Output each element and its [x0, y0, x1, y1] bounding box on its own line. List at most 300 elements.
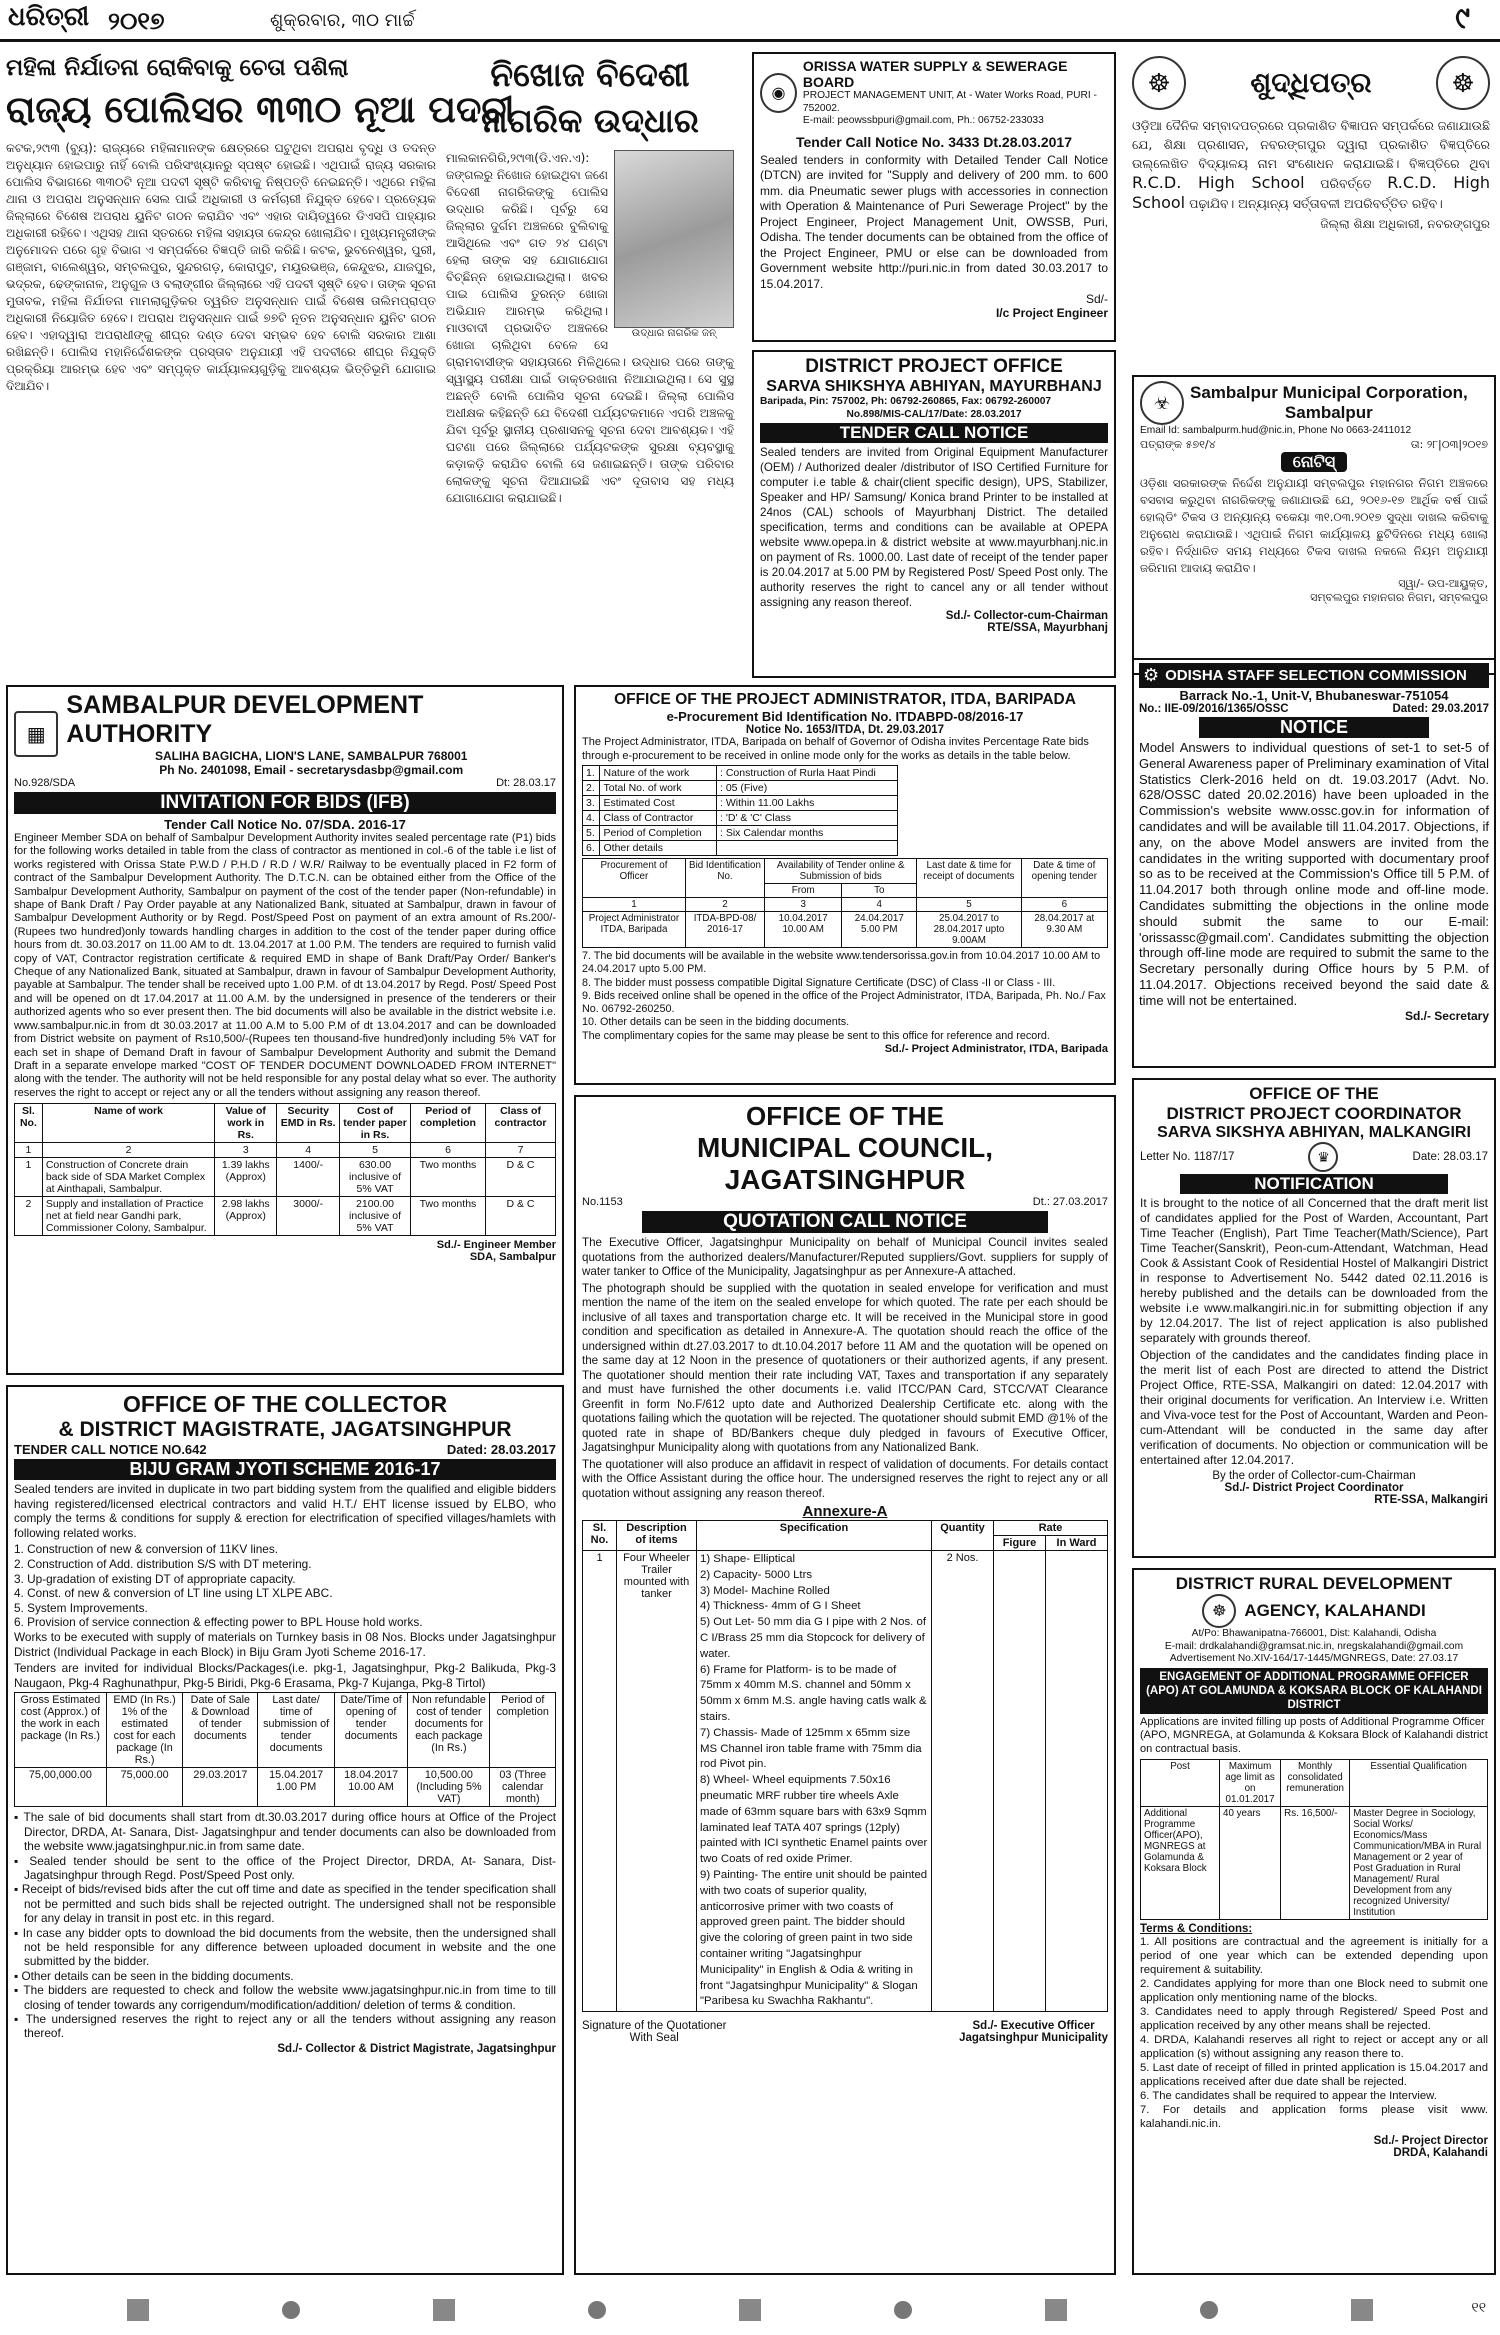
sda-title: SAMBALPUR DEVELOPMENT AUTHORITY: [66, 691, 424, 748]
ssa-mb-title-2: SARVA SHIKSHYA ABHIYAN, MAYURBHANJ: [766, 378, 1102, 395]
council-item-no: 1: [583, 1551, 617, 2012]
sda-col-header: Cost of tender paper in Rs.: [340, 1104, 411, 1143]
table-cell: D & C: [486, 1158, 556, 1197]
article-kicker: ମହିଳା ନିର୍ଯାତନା ରୋକିବାକୁ ଚେତା ପଶିଲା: [6, 55, 349, 81]
corrigendum-mid: ପରିବର୍ତ୍ତେ: [1320, 176, 1372, 191]
bullet-item: [14, 1969, 556, 1983]
council-annex: Annexure-A: [802, 1503, 888, 1520]
drda-adv: Advertisement No.XIV-164/17-1445/MGNREGS, Date: 27.03.17: [1169, 1653, 1459, 1664]
ssa-mb-no: No.898/MIS-CAL/17/Date: 28.03.2017: [846, 408, 1022, 420]
council-th-4: Rate: [994, 1521, 1108, 1536]
drda-col-header: Essential Qualification: [1350, 1760, 1488, 1807]
table-cell: 630.00 inclusive of 5% VAT: [340, 1158, 411, 1197]
owssb-org: ORISSA WATER SUPPLY & SEWERAGE BOARD: [802, 58, 1068, 90]
council-th-2: Specification: [697, 1521, 932, 1551]
detail-cell: : 05 (Five): [717, 781, 898, 796]
corrigendum-end: ପଢ଼ାଯିବ। ଅନ୍ୟାନ୍ୟ ସର୍ତ୍ତାବଳୀ ଅପରିବର୍ତ୍ତିତ ରହିବ।: [1189, 196, 1443, 211]
drda-title-2: AGENCY, KALAHANDI: [1244, 1601, 1426, 1620]
bullet-item: [14, 1926, 556, 1969]
odisha-emblem-icon: ☸: [1436, 56, 1490, 110]
table-cell: 03 (Three calendar month): [490, 1768, 556, 1807]
council-sig-left-1: Signature of the Quotationer: [582, 2020, 727, 2033]
sda-sub: Tender Call Notice No. 07/SDA. 2016-17: [164, 817, 406, 832]
coll-notice: TENDER CALL NOTICE NO.642: [14, 1442, 207, 1457]
coll-col-header: EMD (In Rs.) 1% of the estimated cost for each package (In Rs.): [106, 1693, 183, 1768]
table-row: [583, 766, 898, 781]
smc-sign-2: ସମ୍ବଲପୁର ମହାନଗର ନିଗମ, ସମ୍ବଲପୁର: [1310, 590, 1488, 604]
detail-cell: Class of Contractor: [600, 811, 717, 826]
ossc-dated: Dated: 29.03.2017: [1392, 703, 1489, 715]
detail-cell: : Construction of Rurla Haat Pindi: [717, 766, 898, 781]
itda-note: 10. Other details can be seen in the bidding documents.: [582, 1016, 850, 1029]
table-cell: Construction of Concrete drain back side of SDA Market Complex at Ainthapali, Sambalpur.: [42, 1158, 214, 1197]
drda-sign-1: Sd./- Project Director: [1373, 2135, 1488, 2147]
owssb-sign-2: I/c Project Engineer: [995, 306, 1108, 320]
work-item: 3. Up-gradation of existing DT of appropriate capacity.: [14, 1571, 296, 1586]
ad-ssa-malkangiri: [1132, 1078, 1496, 1558]
itda-note: 8. The bidder must possess compatible Digital Signature Certificate (DSC) of Class -II or Class - III.: [582, 976, 1056, 989]
ad-sambalpur-dev-authority: [6, 685, 564, 1375]
smc-date: ତା: ୨୮|୦୩|୨୦୧୭: [1410, 437, 1488, 451]
itda-th-2: Availability of Tender online & Submission of bids: [765, 859, 917, 884]
drda-address: At/Po: Bhawanipatna-766001, Dist: Kalahandi, Odisha: [1191, 1628, 1437, 1639]
itda-col-number: 4: [842, 898, 917, 912]
itda-note: 7. The bid documents will be available in the website www.tendersorissa.gov.in from 10.04.2017 10.00 AM to 24.04.2017 upto 5.00 PM.: [582, 950, 1101, 976]
coll-bar: BIJU GRAM JYOTI SCHEME 2016-17: [14, 1459, 556, 1480]
bullet-item: [14, 1983, 556, 2012]
itda-intro: The Project Administrator, ITDA, Baripada on behalf of Governor of Odisha invites Percentage Rate bids through e-procurement to be received in online mode only for the works as details in the table below.: [582, 736, 1089, 762]
issue-date: ଶୁକ୍ରବାର, ୩୦ ମାର୍ଚ୍ଚ: [270, 10, 415, 31]
itda-col-number: 2: [685, 898, 764, 912]
sda-sign-1: Sd./- Engineer Member: [436, 1239, 556, 1252]
itda-th-1: Bid Identification No.: [685, 859, 764, 898]
council-item-desc: Four Wheeler Trailer mounted with tanker: [617, 1551, 697, 2012]
bullet-text: The sale of bid documents shall start from dt.30.03.2017 during office hours at Office of the Project Director, DRDA, At- Sanara, Dist- Jagatsinghpur and tender documents can also be downloaded from the website www.jagatsinghpur.nic.in from same date.: [23, 1810, 556, 1854]
owssb-unit: PROJECT MANAGEMENT UNIT, At - Water Works Road, PURI - 752002.: [802, 90, 1097, 114]
news-photo: [614, 150, 734, 328]
table-cell: 24.04.2017 5.00 PM: [842, 912, 917, 948]
corrigendum-sign: ଜିଲ୍ଲା ଶିକ୍ଷା ଅଧିକାରୀ, ନବରଙ୍ଗପୁର: [1320, 217, 1490, 231]
photo-caption: ଉଦ୍ଧାର ନାଗରିକ ଜନ୍: [631, 328, 717, 339]
council-dt: Dt.: 27.03.2017: [1032, 1196, 1108, 1208]
coll-col-header: Gross Estimated cost (Approx.) of the work in each package (In Rs.): [15, 1693, 107, 1768]
ssa-mk-p2: Objection of the candidates and the candidates finding place in the merit list of each Post are directed to attend the District Project Office, RTE-SSA, Malkangiri on dated: 12.04.2017 with their original documents for verification. An Interview i.e. Written and Viva-voce test for the Post of Accountant, Warden and Peon-cum-Attendant will be conducted in the same day after verification of documents. No objection or communication will be entertained after 12.04.2017.: [1140, 1348, 1488, 1467]
council-quantity: 2 Nos.: [932, 1551, 994, 2012]
article2-headline-2: ନାଗରିକ ଉଦ୍ଧାର: [481, 101, 699, 140]
ad-jagatsinghpur-council: [574, 1095, 1116, 2275]
bullet-text: The bidders are requested to check and follow the website www.jagatsinghpur.nic.in from time to till closing of tender towards any corrigendum/modification/addition/ deletion of terms & condition.: [23, 1983, 556, 2012]
drda-title-1: DISTRICT RURAL DEVELOPMENT: [1175, 1574, 1453, 1593]
itda-th-3: From: [765, 884, 842, 898]
work-item: 1. Construction of new & conversion of 11KV lines.: [14, 1542, 279, 1557]
reg-mark-dot-icon: [1200, 2301, 1218, 2319]
table-cell: 25.04.2017 to 28.04.2017 upto 9.00AM: [917, 912, 1021, 948]
sda-col-number: 3: [215, 1143, 277, 1158]
spec-line: 2) Capacity- 5000 Ltrs: [700, 1568, 813, 1581]
owssb-logo-icon: ◉: [760, 73, 797, 113]
itda-col-number: 5: [917, 898, 1021, 912]
sda-col-header: Class of contractor: [486, 1104, 556, 1143]
sda-col-header: Value of work in Rs.: [215, 1104, 277, 1143]
ad-sambalpur-municipal: [1132, 375, 1496, 675]
itda-details: [582, 765, 898, 856]
table-cell: 75,00,000.00: [15, 1768, 107, 1807]
spec-line: 9) Painting- The entire unit should be painted with two coats of superior quality, anticorrosive primer with two coasts of approved green paint. The bidder should give the coloring of green paint in two side container writing "Jagatsinghpur Municipality" in English & Odia & writing in front "Jagatsinghpur Municipality" & Slogan "Paribesa ku Swachha Rakhantu".: [700, 1868, 928, 2008]
newspaper-logo: ଧରିତ୍ରୀ: [8, 2, 90, 32]
term-item: 4. DRDA, Kalahandi reserves all right to reject or accept any or all application (s) without assigning any reason there to.: [1140, 2034, 1488, 2060]
detail-cell: Nature of the work: [600, 766, 717, 781]
coll-p2: Works to be executed with supply of materials on Turnkey basis in 08 Nos. Blocks under Jagatsinghpur District (Individual Package in each Block) in Biju Gram Jyoti Scheme 2016-17.: [14, 1629, 556, 1659]
detail-cell: Period of Completion: [600, 826, 717, 841]
bullet-icon: ▪: [14, 1983, 24, 1998]
sda-phone: Ph No. 2401098, Email - secretarysdasbp@gmail.com: [159, 763, 464, 777]
drda-table: [1140, 1759, 1488, 1920]
detail-cell: 1.: [583, 766, 600, 781]
itda-th-4: To: [842, 884, 917, 898]
work-item: 4. Const. of new & conversion of LT line using LT XLPE ABC.: [14, 1586, 333, 1601]
smc-title-1: Sambalpur Municipal Corporation,: [1190, 383, 1468, 402]
table-cell: 1400/-: [277, 1158, 340, 1197]
table-row: [583, 781, 898, 796]
work-item: 6. Provision of service connection & effecting power to BPL House hold works.: [14, 1615, 423, 1630]
work-item: 5. System Improvements.: [14, 1600, 148, 1615]
reg-mark-dot-icon: [894, 2301, 912, 2319]
bullet-icon: ▪: [14, 1925, 23, 1940]
term-item: 3. Candidates need to apply through Registered/ Speed Post and application received by any other means shall be rejected.: [1140, 2006, 1488, 2032]
table-cell: 2100.00 inclusive of 5% VAT: [340, 1197, 411, 1236]
ad-ossc-notice: [1132, 658, 1496, 1068]
ssa-mk-letter: Letter No. 1187/17: [1140, 1151, 1235, 1163]
table-cell: 18.04.2017 10.00 AM: [334, 1768, 407, 1807]
ad-owssb-tender: [752, 52, 1116, 342]
table-cell: Additional Programme Officer(APO), MGNREGS at Golamunda & Koksara Block: [1141, 1807, 1220, 1920]
itda-sign: Sd./- Project Administrator, ITDA, Baripada: [884, 1043, 1108, 1056]
coll-col-header: Date/Time of opening of tender documents: [334, 1693, 407, 1768]
table-cell: 10.04.2017 10.00 AM: [765, 912, 842, 948]
drda-col-header: Maximum age limit as on 01.01.2017: [1220, 1760, 1281, 1807]
itda-th-5: Last date & time for receipt of documents: [917, 859, 1021, 898]
spec-line: 5) Out Let- 50 mm dia G I pipe with 2 Nos. of C I/Brass 25 mm dia Stopcock for delivery of water.: [700, 1616, 927, 1660]
spec-line: 4) Thickness- 4mm of G I Sheet: [700, 1600, 861, 1613]
table-row: [583, 796, 898, 811]
ssa-mk-date: Date: 28.03.17: [1412, 1151, 1488, 1163]
itda-title: OFFICE OF THE PROJECT ADMINISTRATOR, ITDA, BARIPADA: [614, 691, 1076, 708]
ossc-address: Barrack No.-1, Unit-V, Bhubaneswar-751054: [1179, 688, 1449, 703]
council-specification: [697, 1551, 932, 2012]
detail-cell: [717, 841, 898, 856]
owssb-notice-no: Tender Call Notice No. 3433 Dt.28.03.2017: [796, 133, 1072, 150]
council-bar: QUOTATION CALL NOTICE: [642, 1211, 1048, 1233]
detail-cell: 2.: [583, 781, 600, 796]
bullet-icon: ▪: [14, 1882, 22, 1897]
bullet-icon: ▪: [14, 1810, 24, 1825]
bullet-icon: ▪: [14, 1853, 30, 1868]
reg-mark-square-icon: [739, 2299, 761, 2321]
coll-sign: Sd./- Collector & District Magistrate, Jagatsinghpur: [277, 2042, 556, 2055]
term-item: 6. The candidates shall be required to appear the Interview.: [1140, 2090, 1437, 2102]
ssa-mb-title-1: DISTRICT PROJECT OFFICE: [805, 356, 1063, 377]
table-cell: 15.04.2017 1.00 PM: [258, 1768, 335, 1807]
council-th-6: In Ward: [1046, 1536, 1108, 1551]
sda-bar: INVITATION FOR BIDS (IFB): [14, 792, 556, 814]
table-cell: 29.03.2017: [183, 1768, 258, 1807]
sda-col-header: Period of completion: [410, 1104, 485, 1143]
sda-address: SALIHA BAGICHA, LION'S LANE, SAMBALPUR 768001: [154, 749, 468, 763]
ossc-logo-icon: ⚙: [1143, 665, 1160, 685]
reg-mark-square-icon: [127, 2299, 149, 2321]
council-th-3: Quantity: [932, 1521, 994, 1551]
itda-note: The complimentary copies for the same may please be sent to this office for reference and record.: [582, 1029, 1050, 1042]
itda-sub: e-Procurement Bid Identification No. ITDABPD-08/2016-17: [666, 709, 1024, 724]
table-cell: Two months: [410, 1158, 485, 1197]
sda-dt: Dt: 28.03.17: [496, 777, 556, 789]
drda-col-header: Post: [1141, 1760, 1220, 1807]
coll-title-2: & DISTRICT MAGISTRATE, JAGATSINGHPUR: [58, 1418, 512, 1441]
sda-col-header: Sl. No.: [15, 1104, 43, 1143]
ssa-mk-title-3: SARVA SIKSHYA ABHIYAN, MALKANGIRI: [1157, 1124, 1471, 1141]
ssa-mb-sign-1: Sd./- Collector-cum-Chairman: [945, 610, 1108, 622]
table-row: [583, 811, 898, 826]
ssa-mk-sign-1: By the order of Collector-cum-Chairman: [1212, 1470, 1416, 1482]
corrigendum-school-1: R.C.D. High School: [1132, 173, 1305, 192]
detail-cell: 6.: [583, 841, 600, 856]
masthead: [0, 0, 1500, 42]
itda-col-number: 1: [583, 898, 686, 912]
sda-body: Engineer Member SDA on behalf of Sambalpur Development Authority invites sealed percentage rate (P1) bids for the following works detailed in table from the class of contractor as mentioned in col.-6 of the table i.e list of works registered with Orissa State P.W.D / P.H.D / R.D / W.R/ Railway to be eventually placed in F2 form of contract of the Sambalpur Development Authority. The D.T.C.N. can be obtained either from the Office of the Sambalpur Development Authority, Sambalpur on payment of the cost of the tender paper (Non-refundable) in shape of Bank Draft / Pay Order payable at any Nationalized Bank, situated at Sambalpur, drawn in favour of Sambalpur Development Authority or by Regd. Post/Speed Post on payment of an extra amount of Rs.200/- (Rupees two hundred)only towards handling charges in addition to the cost of the tender paper during office hours from dt. 30.03.2017 on 11.00 AM to dt. 13.04.2017 at 1.00 P.M. The tenders are required to furnish valid copy of VAT, Contractor registration certificate & required EMD in shape of Bank Draft/Pay Order/ Banker's Cheque of any Nationalized Bank, situated at Sambalpur, drawn in favour of Sambalpur Development Authority, payable at Sambalpur. The tender shall be received upto 1.00 P.M. of dt 13.04.2017 by Regd. Post/ Speed Post and will be opened on dt 17.04.2017 at 11.00 A.M. by the undersigned in presence of the tenderers or their authorized agents who so ever present then. The bid documents will also be available in the district website i.e. www.sambalpur.nic.in from dt 30.03.2017 at 11.00 A.M to 5.00 P.M of dt 13.04.2017 and can be downloaded from District website on payment of Rs10,500/-(Rupees ten thousand-five hundred)only including 5% VAT for each set in shape of Demand Draft in favour of Sambalpur Development Authority and submit the Demand Draft in a separate envelope marked "COST OF TENDER DOCUMENT DOWNLOADED FROM INTERNET" along with the tender. The authority will not be held responsible for any postal delay what so ever. The authority reserves the right to accept or reject any or all the tenders without assigning any reason thereof.: [14, 832, 557, 1099]
term-item: 7. For details and application forms please visit www. kalahandi.nic.in.: [1140, 2104, 1488, 2130]
itda-th-6: Date & time of opening tender: [1021, 859, 1107, 898]
ssa-mk-title-2: DISTRICT PROJECT COORDINATOR: [1166, 1104, 1462, 1123]
ssa-mk-sign-3: RTE-SSA, Malkangiri: [1374, 1494, 1488, 1506]
reg-mark-dot-icon: [588, 2301, 606, 2319]
ad-itda-baripada: [574, 685, 1116, 1085]
coll-col-header: Non refundable cost of tender documents for each package (In Rs.): [408, 1693, 490, 1768]
smc-logo-icon: ☣: [1140, 381, 1184, 425]
article2-headline-1: ନିଖୋଜ ବିଦେଶୀ: [490, 55, 690, 94]
owssb-sign-1: Sd/-: [1085, 292, 1108, 306]
ssa-logo-icon: ♛: [1308, 1142, 1338, 1172]
table-cell: 1: [15, 1158, 43, 1197]
ssa-mb-body: Sealed tenders are invited from Original Equipment Manufacturer (OEM) / Authorized dealer /distributor of ISO Certified Furniture for computer i.e table & chair(client specific design), UPS, Stabilizer, Speaker and HP/ Samsung/ Konica brand Printer to be installed at 24nos (CAL) schools of Mayurbhanj District. The detailed specification, terms and conditions can be available at OPEPA website www.opepa.in & district website at www.mayurbhanj.nic.in on payment of Rs. 1000.00. Last date of receipt of the tender paper is 20.04.2017 at 5.00 PM by Registered Post/ Speed Post only. The authority reserves the right to cancel any or all tender without assigning any reason thereof.: [760, 446, 1108, 609]
detail-cell: Total No. of work: [600, 781, 717, 796]
itda-th-0: Procurement of Officer: [583, 859, 686, 898]
reg-mark-square-icon: [1351, 2299, 1373, 2321]
bullet-item: [14, 1854, 556, 1883]
table-cell: 28.04.2017 at 9.30 AM: [1021, 912, 1107, 948]
owssb-email: E-mail: peowssbpuri@gmail.com, Ph.: 06752-233033: [802, 115, 1044, 126]
bullet-item: [14, 1810, 556, 1853]
bullet-item: [14, 2012, 556, 2041]
itda-col-number: 6: [1021, 898, 1107, 912]
smc-title-2: Sambalpur: [1284, 403, 1373, 422]
sda-col-number: 4: [277, 1143, 340, 1158]
ssa-mk-bar: NOTIFICATION: [1180, 1174, 1448, 1194]
council-no: No.1153: [582, 1196, 623, 1208]
coll-col-header: Date of Sale & Download of tender documents: [183, 1693, 258, 1768]
news-article-police: [6, 52, 515, 677]
itda-note: 9. Bids received online shall be opened in the office of the Project Administrator, ITDA, Baripada, Ph. No./ Fax No. 06792-260250.: [582, 989, 1106, 1016]
drda-terms-title: Terms & Conditions:: [1140, 1923, 1253, 1935]
spec-line: 7) Chassis- Made of 125mm x 65mm size MS Channel iron table frame with 75mm dia rod Pivot pin.: [700, 1726, 922, 1771]
sda-sign-2: SDA, Sambalpur: [469, 1251, 556, 1264]
council-p2: The photograph should be supplied with the quotation in sealed envelope for verification and must mention the name of the item on the sealed envelope for which quoted. The rate per each should be inclusive of all taxes and transportation charge etc. It will be received in the Municipal store in good condition and specification as detailed in Annexure-A. The quotation should reach the office of the undersigned within dt.27.03.2017 to dt.10.04.2017 before 11 AM and the quotation will be opened on the same day at 12 Noon in the presence of quotationers or their authorized agents, if any present. The quotationer should mention their rate including VAT, Taxes and transportation if any separately and must have furnished the other documents i.e. valid ITCC/PAN Card, STCC/VAT Clearance Greenfit in form No.F/612 upto date and Authorized Dealership Certificate etc. along with the quotations failing which the quotation will be rejected. The quotationer should submit EMD @1% of the quoted rate in shape of BD/Bankers cheque duly pledged in favours of Executive Officer, Jagatsinghpur Municipality along with quotations from any Nationalized Bank.: [582, 1281, 1108, 1454]
table-cell: Supply and installation of Practice net at field near Gandhi park, Commissioner Colony, Sambalpur.: [42, 1197, 214, 1236]
reg-mark-dot-icon: [282, 2301, 300, 2319]
work-item: 2. Construction of Add. distribution S/S with DT metering.: [14, 1556, 312, 1571]
spec-line: 3) Model- Machine Rolled: [700, 1584, 830, 1597]
news-article-foreigner: [446, 52, 734, 677]
smc-body: ଓଡ଼ିଶା ସରକାରଙ୍କ ନିର୍ଦ୍ଦେଶ ଅନୁଯାୟୀ ସମ୍ବଲପୁର ମହାନଗର ନିଗମ ଅଞ୍ଚଳରେ ବସବାସ କରୁଥିବା ନାଗରିକଙ୍କୁ ଜଣାଯାଉଛି ଯେ, ୨୦୧୬-୧୭ ଆର୍ଥିକ ବର୍ଷ ପାଇଁ ହୋଲ୍ଡିଂ ଟିକସ ଓ ଅନ୍ୟାନ୍ୟ ବକେୟା ୩୧.୦୩.୨୦୧୭ ସୁଦ୍ଧା ଦାଖଲ କରିବାକୁ ଅନୁରୋଧ କରାଯାଉଛି। ଏଥିପାଇଁ ନିଗମ କାର୍ଯ୍ୟାଳୟ ଛୁଟିଦିନରେ ମଧ୍ୟ ଖୋଲା ରହିବ। ନିର୍ଦ୍ଧାରିତ ସମୟ ମଧ୍ୟରେ ଟିକସ ଦାଖଲ ନକଲେ ନିୟମ ଅନୁଯାୟୀ ଜରିମାନା ଆଦାୟ କରାଯିବ।: [1140, 475, 1488, 575]
smc-ref: ପତ୍ରାଙ୍କ ୫୭୧/୪: [1140, 437, 1216, 451]
bullet-text: The undersigned reserves the right to reject any or all the tenders without assigning any reason thereof.: [24, 2012, 556, 2041]
coll-title-1: OFFICE OF THE COLLECTOR: [122, 1391, 448, 1417]
coll-p3: Tenders are invited for individual Blocks/Packages(i.e. pkg-1, Jagatsinghpur, Pkg-2 Balikuda, Pkg-3 Naugaon, Pkg-4 Raghunathpur, Pkg-5 Biridi, Pkg-6 Erasama, Pkg-7 Kujanga, Pkg-8 Tirtol): [14, 1661, 556, 1690]
footer-registration-marks: [0, 2290, 1500, 2330]
drda-bar: ENGAGEMENT OF ADDITIONAL PROGRAMME OFFICER (APO) AT GOLAMUNDA & KOKSARA BLOCK OF KALAHANDI DISTRICT: [1140, 1668, 1488, 1714]
ssa-mb-bar: TENDER CALL NOTICE: [760, 423, 1108, 443]
ssa-mb-address: Baripada, Pin: 757002, Ph: 06792-260865, Fax: 06792-260007: [760, 396, 1052, 407]
table-cell: 2: [15, 1197, 43, 1236]
coll-col-header: Period of completion: [490, 1693, 556, 1768]
table-cell: 40 years: [1220, 1807, 1281, 1920]
council-p3: The quotationer will also produce an affidavit in respect of validation of documents. For details contact with the Office Assistant during the office hour. The undersigned reserves the right to reject any or all quotation without assigning any reason thereof.: [582, 1457, 1108, 1500]
ssa-mk-sign-2: Sd./- District Project Coordinator: [1224, 1482, 1404, 1494]
owssb-body: Sealed tenders in conformity with Detailed Tender Call Notice (DTCN) are invited for "Supply and delivery of 200 mm. to 600 mm. dia Pneumatic sewer plugs with accessories in connection with Operation & Maintenance of Puri Sewerage Project" by the Project Engineer, Project Management Unit, OWSSB, Puri, Odisha. The tender documents can be obtained from the office of the Project Engineer, PMU or else can be downloaded from Government website http://puri.nic.in from dated 30.03.2017 to 15.04.2017.: [760, 152, 1108, 291]
detail-cell: Other details: [600, 841, 717, 856]
ossc-no: No.: IIE-09/2016/1365/OSSC: [1139, 703, 1289, 715]
ossc-body: Model Answers to individual questions of set-1 to set-5 of General Awareness paper of Preliminary examination of Vital Statistics Clerk-2016 held on dt. 19.03.2017 (Advt. No. 628/OSSC dated 20.02.2016) have been uploaded in the Commission's website www.ossc.gov.in for information of candidates and will be available till 11.04.2017. Objections, if any, on the above Model answers are invited from the candidates in the writing supported with documentary proof so as to be received at the Commission's Office till 5 P.M. of 11.04.2017 both through online mode and off-line mode. Candidates submitting the objections in the online mode should submit the same to our E-mail: 'orissassc@gmail.com'. Candidates submitting the objection through off-line mode are required to submit the same to the Secretary personally during Office hours by 5 P.M. of 11.04.2017. Objections received beyond the said date & time will not be entertained.: [1139, 740, 1489, 1008]
council-sig-right-2: Jagatsinghpur Municipality: [959, 2032, 1108, 2045]
table-cell: 3000/-: [277, 1197, 340, 1236]
council-title-2: MUNICIPAL COUNCIL, JAGATSINGHPUR: [696, 1132, 994, 1195]
ad-jagatsinghpur-collector: [6, 1385, 564, 2275]
council-annex-table: [582, 1520, 1108, 2012]
table-row: [15, 1197, 556, 1236]
spec-line: 8) Wheel- Wheel equipments 7.50x16 pneumatic MRF rubber tire wheels Axle made of 63mm square bars with 63x9 Sqmm laminated leaf TATA 407 springs (12ply) painted with ICI synthetic Enamel paints over two Coats of red oxide Primer.: [700, 1774, 928, 1866]
term-item: 2. Candidates applying for more than one Block need to submit one application only mentioning name of the blocks.: [1140, 1978, 1488, 2004]
itda-schedule: [582, 858, 1108, 948]
itda-col-number: 3: [765, 898, 842, 912]
article2-body: ମାଲକାନଗିରି,୨୯ା୩(ଡି.ଏନ.ଏ): ଜଙ୍ଗଲରୁ ନିଖୋଜ ହୋଇଥିବା ଜଣେ ବିଦେଶୀ ନାଗରିକଙ୍କୁ ପୋଲିସ ଉଦ୍ଧାର କରିଛି। ପୂର୍ବରୁ ସେ ଜିଲ୍ଲାର ଦୁର୍ଗମ ଅଞ୍ଚଳରେ ବୁଲିବାକୁ ଆସିଥିଲେ ଏବଂ ଗତ ୨୪ ଘଣ୍ଟା ହେଲା ତାଙ୍କ ସହ ଯୋଗାଯୋଗ ବିଚ୍ଛିନ୍ନ ହୋଇଯାଇଥିଲା। ଖବର ପାଇ ପୋଲିସ ତୁରନ୍ତ ଖୋଜା ଅଭିଯାନ ଆରମ୍ଭ କରିଥିଲା। ମାଓବାଦୀ ପ୍ରଭାବିତ ଅଞ୍ଚଳରେ ଖୋଜା ଚାଲିଥିବା ବେଳେ ସେ ଗ୍ରାମବାସୀଙ୍କ ସହାୟତାରେ ମିଳିଥିଲେ। ଉଦ୍ଧାର ପରେ ତାଙ୍କୁ ସ୍ୱାସ୍ଥ୍ୟ ପରୀକ୍ଷା ପାଇଁ ଡାକ୍ତରଖାନା ନିଆଯାଇଥିଲା। ସେ ସୁସ୍ଥ ଅଛନ୍ତି ବୋଲି ପୋଲିସ ସୂଚନା ଦେଇଛି। ଜିଲ୍ଲା ପୋଲିସ ଅଧୀକ୍ଷକ କହିଛନ୍ତି ଯେ ବିଦେଶୀ ପର୍ଯ୍ୟଟକମାନେ ଏପରି ଅଞ୍ଚଳକୁ ଯିବା ପୂର୍ବରୁ ସ୍ଥାନୀୟ ପ୍ରଶାସନକୁ ସୂଚନା ଦେବା ଆବଶ୍ୟକ। ଏହି ଘଟଣା ପରେ ଜିଲ୍ଲାରେ ପର୍ଯ୍ୟଟକଙ୍କ ସୁରକ୍ଷା ବ୍ୟବସ୍ଥାକୁ କଡ଼ାକଡ଼ି କରାଯିବ ବୋଲି ସେ ଜଣାଇଛନ୍ତି। ତାଙ୍କ ପରିବାର ଲୋକଙ୍କୁ ସୂଚନା ଦିଆଯାଇଛି ଏବଂ ଦୂତାବାସ ସହ ମଧ୍ୟ ଯୋଗାଯୋଗ କରାଯାଇଛି।: [446, 151, 734, 505]
ossc-sign: Sd./- Secretary: [1404, 1008, 1489, 1023]
table-row: [583, 841, 898, 856]
council-sig-left-2: With Seal: [629, 2032, 679, 2045]
sda-col-number: 5: [340, 1143, 411, 1158]
spec-line: 6) Frame for Platform- is to be made of 75mm x 40mm M.S. channel and 50mm x 50mm x 6mm M.S. angle having catls walk & stairs.: [700, 1663, 927, 1723]
ssa-mk-p1: It is brought to the notice of all Concerned that the draft merit list of candidates applied for the Post of Warden, Accountant, Part Time Teacher (English), Part Time Teacher(Math/Science), Part Time Teacher(Sanskrit), Peon-cum-Attendant, Watchman, Head Cook & Assistant Cook of Residential Hostel of Malkangiri District in response to Advertisement No. 5442 dated 02.11.2016 is hereby published and the details can be downloaded from the website i.e www.malkangiri.nic.in for submitting objection if any by 12.04.2017. The list of reject application is also published separately with grounds thereof.: [1140, 1196, 1488, 1345]
ad-corrigendum: [1126, 52, 1496, 362]
detail-cell: 4.: [583, 811, 600, 826]
smc-notice-badge: ନୋଟିସ୍: [1281, 452, 1347, 472]
council-th-1: Description of items: [617, 1521, 697, 1551]
table-cell: ITDA-BPD-08/ 2016-17: [685, 912, 764, 948]
drda-intro: Applications are invited filling up posts of Additional Programme Officer (APO, MGNREGA, at Golamunda & Koksara Block of Kalahandi district on contractual basis.: [1140, 1715, 1488, 1755]
table-cell: 75,000.00: [106, 1768, 183, 1807]
ad-drda-kalahandi: [1132, 1568, 1496, 2275]
corrigendum-title: ଶୁଦ୍ଧିପତ୍ର: [1250, 66, 1372, 99]
table-cell: 1.39 lakhs (Approx): [215, 1158, 277, 1197]
drda-logo-icon: ☸: [1202, 1594, 1236, 1628]
sda-no: No.928/SDA: [14, 777, 76, 789]
sda-col-header: Name of work: [42, 1104, 214, 1143]
bullet-icon: ▪: [14, 1968, 22, 1983]
govt-emblem-icon: ☸: [1132, 56, 1186, 110]
article-body: କଟକ,୨୯ା୩ (ବ୍ୟୁ): ରାଜ୍ୟରେ ମହିଳାମାନଙ୍କ କ୍ଷେତ୍ରରେ ଘଟୁଥିବା ଅପରାଧ ବୃଦ୍ଧି ଓ ତଦନ୍ତ ଅନୁଧ୍ୟାନ ହୋଇପାରୁ ନାହିଁ ବୋଲି ପରିସଂଖ୍ୟାନରୁ ସ୍ପଷ୍ଟ ହୋଇଛି। ଏଥିପାଇଁ ରାଜ୍ୟ ସରକାର ପୋଲିସ ବିଭାଗରେ ୩୩୦ଟି ନୂଆ ପଦବୀ ସୃଷ୍ଟି କରିବାକୁ ନିଷ୍ପତ୍ତି ନେଇଛନ୍ତି। ଏଥିରେ ମହିଳା ଥାନା ଓ ଅପରାଧ ଅନୁସନ୍ଧାନ ସେଲ ପାଇଁ ଅଧିକାରୀ ଓ କର୍ମଚାରୀ ନିଯୁକ୍ତ ହେବେ। ପ୍ରତ୍ୟେକ ଜିଲ୍ଲାରେ ବିଶେଷ ଅପରାଧ ୟୁନିଟ ଗଠନ କରାଯିବ ଏବଂ ଏହାର ଦାୟିତ୍ୱରେ ଡିଏସପି ପାହ୍ୟାର ଅଧିକାରୀ ରହିବେ। ଏଥିସହ ଥାନା ସ୍ତରରେ ମହିଳା ସହାୟତା କେନ୍ଦ୍ର ଖୋଲାଯିବ। ମୁଖ୍ୟମନ୍ତ୍ରୀଙ୍କ ଅନୁମୋଦନ ପରେ ଗୃହ ବିଭାଗ ଏ ସମ୍ପର୍କରେ ବିଜ୍ଞପ୍ତି ଜାରି କରିଛି। କଟକ, ଭୁବନେଶ୍ୱର, ପୁରୀ, ଗଞ୍ଜାମ, ବାଲେଶ୍ୱର, ସମ୍ବଲପୁର, ସୁନ୍ଦରଗଡ଼, କୋରାପୁଟ, ମୟୂରଭଞ୍ଜ, କେନ୍ଦୁଝର, ଯାଜପୁର, ଭଦ୍ରକ, ଢେଙ୍କାନାଳ, ଅନୁଗୁଳ ଓ ବଲାଙ୍ଗୀର ଜିଲ୍ଲାରେ ଏହି ପଦବୀ ସୃଷ୍ଟି ହେବ। ତାଙ୍କ ସୂଚନା ମୁତାବକ, ମହିଳା ନିର୍ଯାତନା ମାମଲାଗୁଡ଼ିକର ତ୍ୱରିତ ଅନୁସନ୍ଧାନ ପାଇଁ ବିଶେଷ ତାଲିମପ୍ରାପ୍ତ ଅଧିକାରୀ ନିୟୋଜିତ ହେବେ। ଅପରାଧ ଅନୁସନ୍ଧାନ ପାଇଁ ୭୭ଟି ନୂତନ ଅନୁସନ୍ଧାନ ୟୁନିଟ ଗଠନ ହେବ। ଏହାଦ୍ୱାରା ଅପରାଧୀଙ୍କୁ ଶୀଘ୍ର ଦଣ୍ଡ ଦେବା ସମ୍ଭବ ହେବ ବୋଲି ସରକାର ଆଶା ରଖିଛନ୍ତି। ପୋଲିସ ମହାନିର୍ଦ୍ଦେଶକଙ୍କ ପ୍ରସ୍ତାବ ଅନୁଯାୟୀ ଏହି ପଦବୀରେ ଶୀଘ୍ର ନିଯୁକ୍ତି ପ୍ରକ୍ରିୟା ଆରମ୍ଭ ହେବ ଏବଂ ସମ୍ପୃକ୍ତ କାର୍ଯ୍ୟାଳୟଗୁଡ଼ିକୁ ଆବଶ୍ୟକ ଭିତ୍ତିଭୂମି ଯୋଗାଇ ଦିଆଯିବ।: [6, 141, 436, 393]
sda-col-number: 1: [15, 1143, 43, 1158]
bullet-text: In case any bidder opts to download the bid documents from the website, then the undersigned shall not be held responsible for any difference between uploaded document in website and the one submitted by the bidder.: [22, 1925, 557, 1969]
sda-col-number: 2: [42, 1143, 214, 1158]
ossc-title: ODISHA STAFF SELECTION COMMISSION: [1165, 667, 1467, 684]
ossc-bar: NOTICE: [1199, 717, 1429, 738]
bullet-text: Other details can be seen in the bidding documents.: [21, 1968, 294, 1983]
table-cell: Project Administrator ITDA, Baripada: [583, 912, 686, 948]
reg-mark-square-icon: [1045, 2299, 1067, 2321]
detail-cell: Estimated Cost: [600, 796, 717, 811]
term-item: 1. All positions are contractual and the agreement is initially for a period of one year which can be extended depending upon requirement & suitability.: [1140, 1936, 1488, 1976]
drda-sign-2: DRDA, Kalahandi: [1393, 2147, 1488, 2159]
table-cell: D & C: [486, 1197, 556, 1236]
coll-dated: Dated: 28.03.2017: [446, 1442, 556, 1457]
corrigendum-school-2: R.C.D. High School: [1132, 173, 1491, 212]
ssa-mk-title-1: OFFICE OF THE: [1249, 1084, 1379, 1103]
year: ୨୦୧୭: [108, 6, 165, 35]
ad-ssa-mayurbhanj: [752, 350, 1116, 678]
table-cell: 2.98 lakhs (Approx): [215, 1197, 277, 1236]
coll-table: [14, 1692, 556, 1807]
bullet-icon: ▪: [14, 2012, 26, 2026]
coll-col-header: Last date/ time of submission of tender documents: [258, 1693, 335, 1768]
spec-line: 1) Shape- Elliptical: [700, 1553, 795, 1565]
ssa-mb-sign-2: RTE/SSA, Mayurbhanj: [987, 622, 1108, 634]
table-row: [583, 826, 898, 841]
bullet-text: Sealed tender should be sent to the office of the Project Director, DRDA, At- Sanara, Dist- Jagatsinghpur through Regd. Post/Speed Post only.: [24, 1853, 556, 1882]
corrigendum-body: ଓଡ଼ିଆ ଦୈନିକ ସମ୍ବାଦପତ୍ରରେ ପ୍ରକାଶିତ ବିଜ୍ଞାପନ ସମ୍ପର୍କରେ ଜଣାଯାଉଛି ଯେ, ଶିକ୍ଷା ପ୍ରଶାସନ, ନବରଙ୍ଗପୁର ଦ୍ୱାରା ପ୍ରକାଶିତ ବିଜ୍ଞପ୍ତିରେ ଉଲ୍ଲେଖିତ ବିଦ୍ୟାଳୟ ନାମ ସଂଶୋଧନ କରାଯାଇଛି। ବିଜ୍ଞପ୍ତିରେ ଥିବା: [1132, 118, 1491, 171]
council-title-1: OFFICE OF THE: [746, 1101, 944, 1131]
bullet-text: Receipt of bids/revised bids after the cut off time and date as specified in the tender specification shall not be permitted and such bids shall be rejected outright. The undersigned shall not be responsible for any delay in transit in post etc. in this regard.: [21, 1882, 556, 1926]
sda-col-number: 7: [486, 1143, 556, 1158]
itda-no: Notice No. 1653/ITDA, Dt. 29.03.2017: [745, 724, 945, 736]
table-row: [15, 1158, 556, 1197]
council-figure-cell: [994, 1551, 1046, 2012]
council-th-0: Sl. No.: [583, 1521, 617, 1551]
photo-wrap: [614, 150, 734, 341]
table-cell: Rs. 16,500/-: [1281, 1807, 1350, 1920]
detail-cell: : Within 11.00 Lakhs: [717, 796, 898, 811]
council-inward-cell: [1046, 1551, 1108, 2012]
term-item: 5. Last date of receipt of filled in printed application is 15.04.2017 and applications received after due date shall be rejected.: [1140, 2062, 1488, 2088]
smc-sign-1: ସ୍ୱା/- ଉପ-ଆୟୁକ୍ତ,: [1398, 576, 1488, 590]
table-cell: Master Degree in Sociology, Social Works/ Economics/Mass Communication/MBA in Rural Management or 2 year of Post Graduation in Rural Management/ Rural Development from any recognized University/ Institution: [1350, 1807, 1488, 1920]
council-sig-right-1: Sd./- Executive Officer: [972, 2020, 1095, 2033]
drda-email: E-mail: drdkalahandi@gramsat.nic.in, nregskalahandi@gmail.com: [1164, 1640, 1464, 1652]
detail-cell: 3.: [583, 796, 600, 811]
bullet-item: [14, 1882, 556, 1925]
detail-cell: 5.: [583, 826, 600, 841]
detail-cell: : Six Calendar months: [717, 826, 898, 841]
table-cell: 10,500.00 (Including 5% VAT): [408, 1768, 490, 1807]
sda-table: [14, 1103, 556, 1236]
sda-logo-icon: ▦: [14, 711, 58, 757]
smc-email: Email Id: sambalpurm.hud@nic.in, Phone No 0663-2411012: [1140, 425, 1412, 436]
table-cell: Two months: [410, 1197, 485, 1236]
detail-cell: : 'D' & 'C' Class: [717, 811, 898, 826]
reg-mark-square-icon: [433, 2299, 455, 2321]
coll-intro: Sealed tenders are invited in duplicate in two part bidding system from the qualified and eligible bidders having registered/licensed electrical contractors and valid H.T./ EHT license issued by ELBO, who comply the terms & conditions for supply & erection for electrification of specified villages/hamlets with following related works.: [14, 1482, 556, 1540]
sda-col-header: Security EMD in Rs.: [277, 1104, 340, 1143]
page-number: ୯: [1455, 2, 1470, 35]
council-th-5: Figure: [994, 1536, 1046, 1551]
council-p1: The Executive Officer, Jagatsinghpur Municipality on behalf of Municipal Council invites sealed quotations from the authorized dealers/Manufacturer/Reputed suppliers/Govt. suppliers for supply of water tanker to Office of the Municipality, Jagatsinghpur as per Annexure-A attached.: [582, 1236, 1108, 1278]
